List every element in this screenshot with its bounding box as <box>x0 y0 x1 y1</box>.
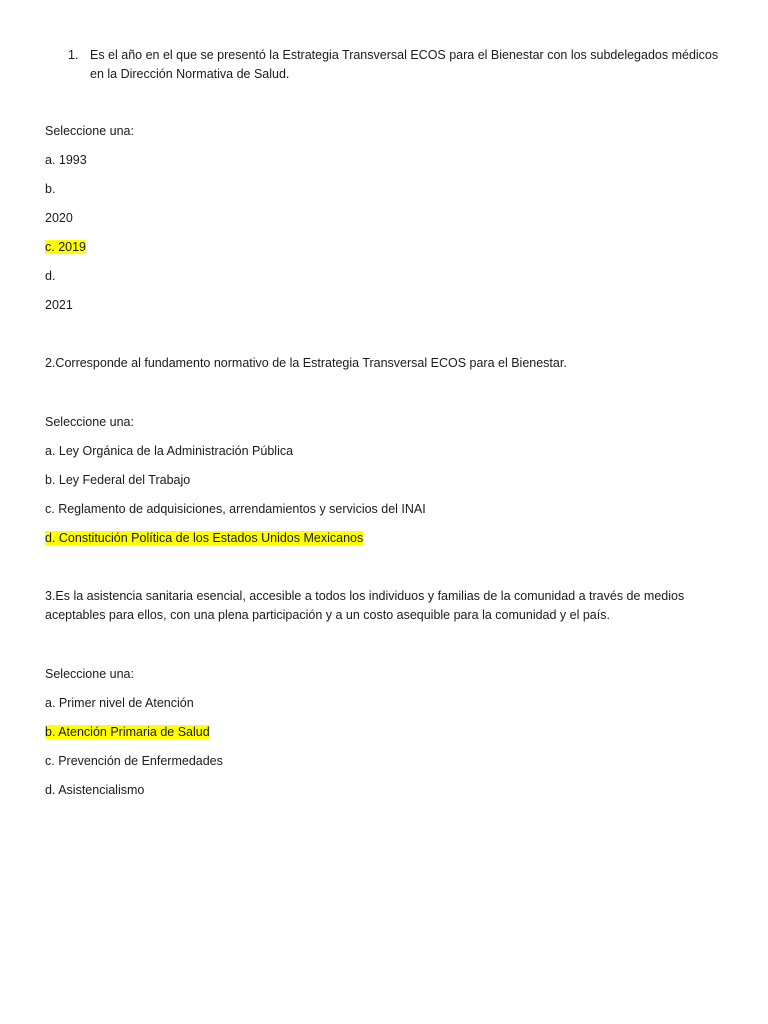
question-1 <box>68 46 728 84</box>
question-1-number: 1. <box>68 48 79 62</box>
question-2-option-highlighted[interactable]: d. Constitución Política de los Estados Unidos Mexicanos <box>45 531 364 545</box>
question-1-option[interactable]: 2021 <box>45 298 73 312</box>
question-1-prompt: Seleccione una: <box>45 124 134 138</box>
question-1-option[interactable]: d. <box>45 269 56 283</box>
question-2-option[interactable]: b. Ley Federal del Trabajo <box>45 473 191 487</box>
question-1-text: Es el año en el que se presentó la Estrategia Transversal ECOS para el Bienestar con los subdelegados médicos en la Dirección Normativa de Salud. <box>90 48 719 81</box>
question-1-option[interactable]: 2020 <box>45 211 73 225</box>
question-2-option[interactable]: a. Ley Orgánica de la Administración Pública <box>45 444 294 458</box>
question-1-option[interactable]: a. 1993 <box>45 153 87 167</box>
question-3-prompt: Seleccione una: <box>45 667 134 681</box>
question-3-option[interactable]: d. Asistencialismo <box>45 783 145 797</box>
question-1-option-highlighted[interactable]: c. 2019 <box>45 240 87 254</box>
question-3-option[interactable]: c. Prevención de Enfermedades <box>45 754 223 768</box>
question-3-option-highlighted[interactable]: b. Atención Primaria de Salud <box>45 725 210 739</box>
question-3-text: 3.Es la asistencia sanitaria esencial, accesible a todos los individuos y familias de la comunidad a través de medios aceptables para ellos, con una plena participación y a un costo asequible para la comunidad y el país. <box>45 589 685 622</box>
question-2-prompt: Seleccione una: <box>45 415 134 429</box>
question-3-option[interactable]: a. Primer nivel de Atención <box>45 696 194 710</box>
question-2-option[interactable]: c. Reglamento de adquisiciones, arrendamientos y servicios del INAI <box>45 502 426 516</box>
question-1-option[interactable]: b. <box>45 182 56 196</box>
question-2-text: 2.Corresponde al fundamento normativo de la Estrategia Transversal ECOS para el Bienestar. <box>45 356 567 370</box>
